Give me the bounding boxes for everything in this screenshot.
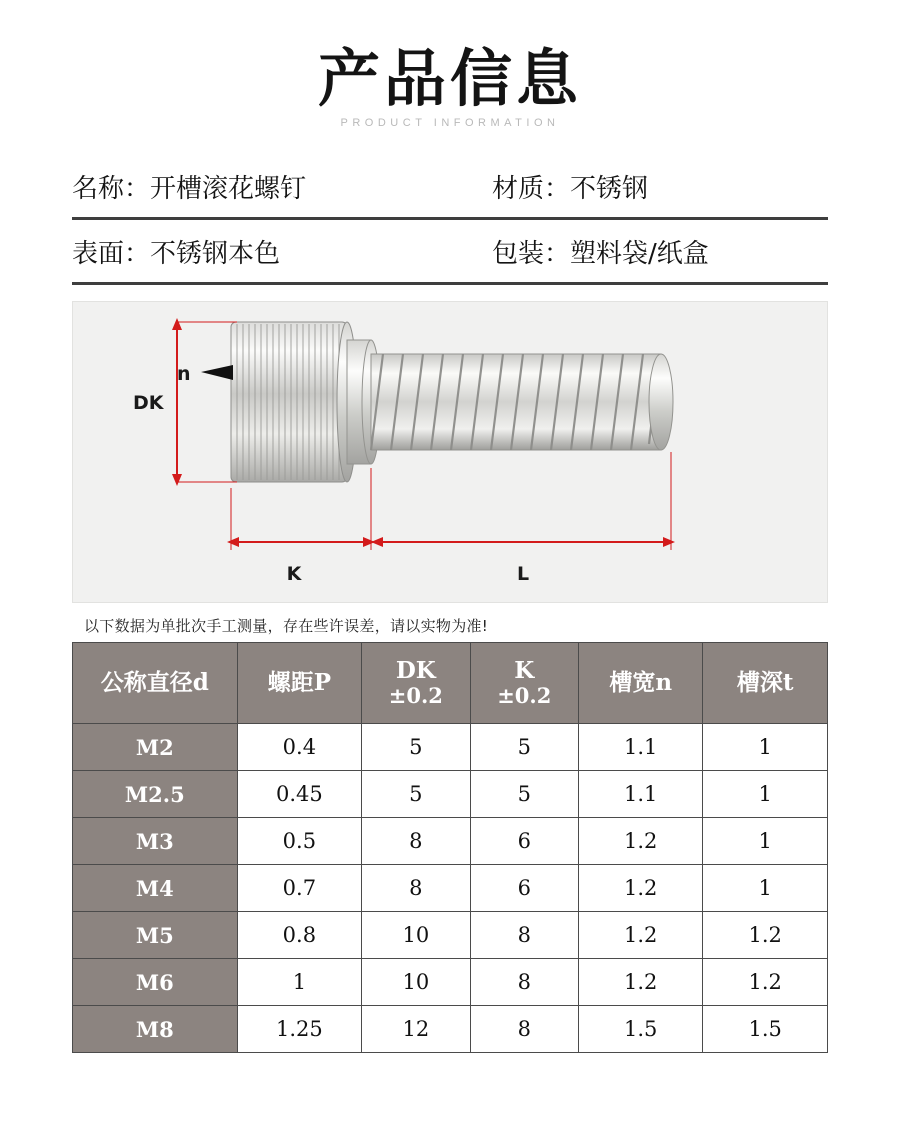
th-diameter [73,643,238,724]
th-slot-depth-main: 槽深t [736,668,794,696]
th-pitch-main: 螺距P [267,668,332,696]
info-material: 材质：不锈钢 [492,173,649,204]
cell-pitch: 0.4 [237,724,361,771]
th-dk-sub: ±0.2 [388,683,443,709]
spec-table [72,642,828,1053]
info-name: 名称：开槽滚花螺钉 [72,173,307,204]
cell-slot-width: 1.2 [578,865,702,912]
cell-slot-width: 1.2 [578,818,702,865]
th-k [470,643,578,724]
cell-k: 8 [470,959,578,1006]
cell-size: M6 [73,959,238,1006]
cell-slot-width: 1.1 [578,724,702,771]
th-k-sub: ±0.2 [497,683,552,709]
info-divider-2 [72,282,828,285]
cell-pitch: 1 [237,959,361,1006]
diagram-label-l: L [516,563,530,586]
cell-dk: 5 [362,724,470,771]
cell-slot-width: 1.5 [578,1006,702,1053]
cell-slot-depth: 1 [703,771,828,818]
cell-dk: 10 [362,959,470,1006]
th-pitch [237,643,361,724]
cell-pitch: 0.8 [237,912,361,959]
table-row [73,1006,828,1053]
th-dk [362,643,470,724]
cell-slot-depth: 1.2 [703,912,828,959]
cell-slot-depth: 1 [703,724,828,771]
th-diameter-main: 公称直径d [100,668,209,696]
info-packaging: 包装：塑料袋/纸盒 [492,238,709,269]
cell-slot-depth: 1.2 [703,959,828,1006]
cell-slot-depth: 1.5 [703,1006,828,1053]
th-slot-width [578,643,702,724]
table-row [73,724,828,771]
cell-pitch: 0.5 [237,818,361,865]
cell-k: 6 [470,865,578,912]
cell-size: M8 [73,1006,238,1053]
cell-pitch: 0.45 [237,771,361,818]
th-dk-main: DK [395,656,436,684]
cell-dk: 10 [362,912,470,959]
info-row-1 [72,155,828,217]
cell-slot-width: 1.2 [578,959,702,1006]
cell-k: 5 [470,724,578,771]
screw-diagram-image [73,302,827,602]
th-slot-depth [703,643,828,724]
cell-pitch: 1.25 [237,1006,361,1053]
table-row [73,959,828,1006]
table-row [73,912,828,959]
page-header [0,0,900,129]
table-row [73,818,828,865]
th-slot-width-main: 槽宽n [609,668,673,696]
screw-diagram-panel [72,301,828,603]
cell-size: M3 [73,818,238,865]
cell-slot-depth: 1 [703,865,828,912]
cell-slot-depth: 1 [703,818,828,865]
info-row-2 [72,220,828,282]
cell-k: 6 [470,818,578,865]
cell-size: M4 [73,865,238,912]
table-header-row [73,643,828,724]
info-surface: 表面：不锈钢本色 [72,238,281,269]
page-subtitle: PRODUCT INFORMATION [340,117,560,130]
cell-k: 5 [470,771,578,818]
diagram-label-dk: DK [133,392,164,415]
table-row [73,865,828,912]
table-row [73,771,828,818]
cell-k: 8 [470,1006,578,1053]
measurement-note: 以下数据为单批次手工测量，存在些许误差，请以实物为准! [84,617,489,636]
cell-size: M2.5 [73,771,238,818]
product-info-block [72,155,828,285]
spec-table-wrap [72,642,828,1053]
cell-pitch: 0.7 [237,865,361,912]
cell-dk: 12 [362,1006,470,1053]
page-title: 产品信息 [317,42,582,115]
cell-dk: 8 [362,865,470,912]
diagram-label-n: n [177,363,191,386]
cell-size: M2 [73,724,238,771]
cell-size: M5 [73,912,238,959]
diagram-label-k: K [286,563,302,586]
cell-k: 8 [470,912,578,959]
cell-dk: 5 [362,771,470,818]
cell-dk: 8 [362,818,470,865]
cell-slot-width: 1.1 [578,771,702,818]
th-k-main: K [514,656,535,684]
cell-slot-width: 1.2 [578,912,702,959]
